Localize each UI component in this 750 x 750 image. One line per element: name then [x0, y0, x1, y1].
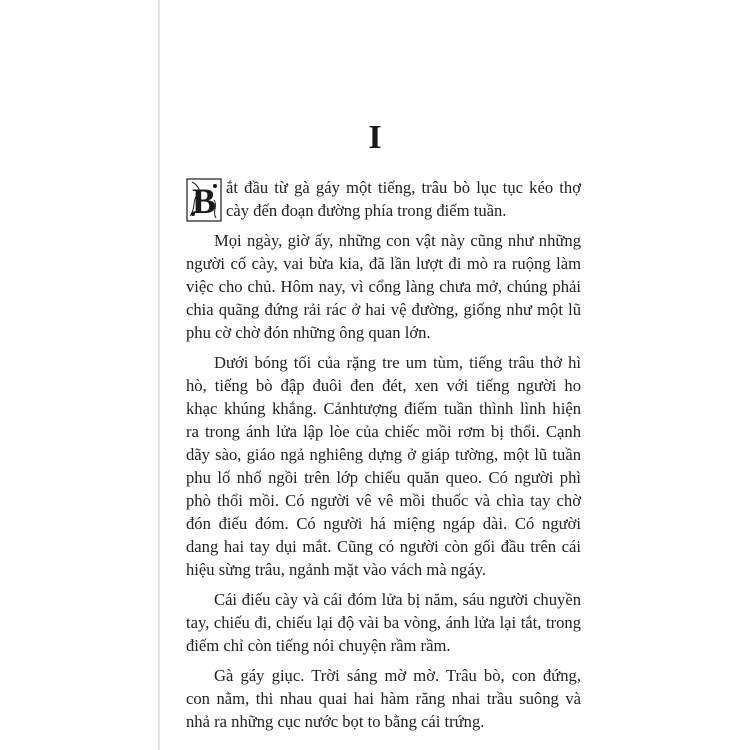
paragraph-5	[186, 664, 581, 733]
text-line: điếm chỉ còn tiếng nói chuyện rầm rầm.	[186, 636, 451, 655]
text-line: ra trong ánh lửa lập lòe của chiếc mồi rơm bị thổi. Cạnh	[186, 422, 581, 441]
text-line: nhả ra những cục nước bọt to bằng cái trứng.	[186, 712, 485, 731]
text-line: hiệu sừng trâu, ngảnh mặt vào vách mà ngáy.	[186, 560, 487, 579]
text-line: phu cờ chờ đón những ông quan lớn.	[186, 323, 431, 342]
text-line: đón điếu đóm. Có người há miệng ngáp dài. Có người	[186, 514, 581, 533]
dropcap-letter: B	[191, 181, 217, 221]
text-line: tay, chiếu đi, chiếu lại độ vài ba vòng, ánh lửa lại tắt, trong	[186, 613, 581, 632]
text-line: ắt đầu từ gà gáy một tiếng, trâu bò lục tục kéo thợ	[226, 178, 581, 197]
page-edge	[158, 0, 160, 750]
blank-margin	[0, 0, 158, 750]
text-line: phu lố nhố ngồi trên lớp chiếu quăn queo. Có người phì	[186, 468, 581, 487]
paragraph-2	[186, 229, 581, 344]
paragraph-3	[186, 351, 581, 581]
dropcap-ornament-icon	[186, 178, 222, 222]
text-line: việc cho chủ. Hôm nay, vì cổng làng chưa mở, chúng phải	[186, 277, 581, 296]
chapter-heading: I	[368, 119, 382, 156]
text-line: Dưới bóng tối của rặng tre um tùm, tiếng trâu thở hì	[214, 353, 581, 372]
paragraph-4	[186, 588, 581, 657]
text-line: Cái điếu cày và cái đóm lửa bị năm, sáu người chuyền	[214, 590, 581, 609]
text-line: Mọi ngày, giờ ấy, những con vật này cũng như những	[214, 231, 581, 250]
text-line: dãy sào, giáo ngả nghiêng dựng ở giáp tường, một lũ tuần	[186, 445, 581, 464]
body-text	[186, 176, 581, 740]
text-line: người cố cày, vai bừa kia, đã lần lượt đi mò ra ruộng làm	[186, 254, 581, 273]
text-line: phò thổi mồi. Có người vê vê mồi thuốc và chìa tay chờ	[186, 491, 581, 510]
text-line: dang hai tay dụi mắt. Cũng có người còn gối đầu trên cái	[186, 537, 581, 556]
text-line: khạc khúng khắng. Cảnhtượng điếm tuần thình lình hiện	[186, 399, 581, 418]
text-line: hò, tiếng bò đập đuôi đen đét, xen với tiếng người ho	[186, 376, 581, 395]
text-line: Gà gáy giục. Trời sáng mờ mờ. Trâu bò, con đứng,	[214, 666, 581, 685]
dropcap	[186, 178, 222, 222]
paragraph-1	[186, 176, 581, 222]
text-line: cày đến đoạn đường phía trong điếm tuần.	[226, 201, 507, 220]
text-line: con nằm, thi nhau quai hai hàm răng nhai trầu suông và	[186, 689, 581, 708]
text-line: chia quãng đứng rải rác ở hai vệ đường, giống như một lũ	[186, 300, 581, 319]
